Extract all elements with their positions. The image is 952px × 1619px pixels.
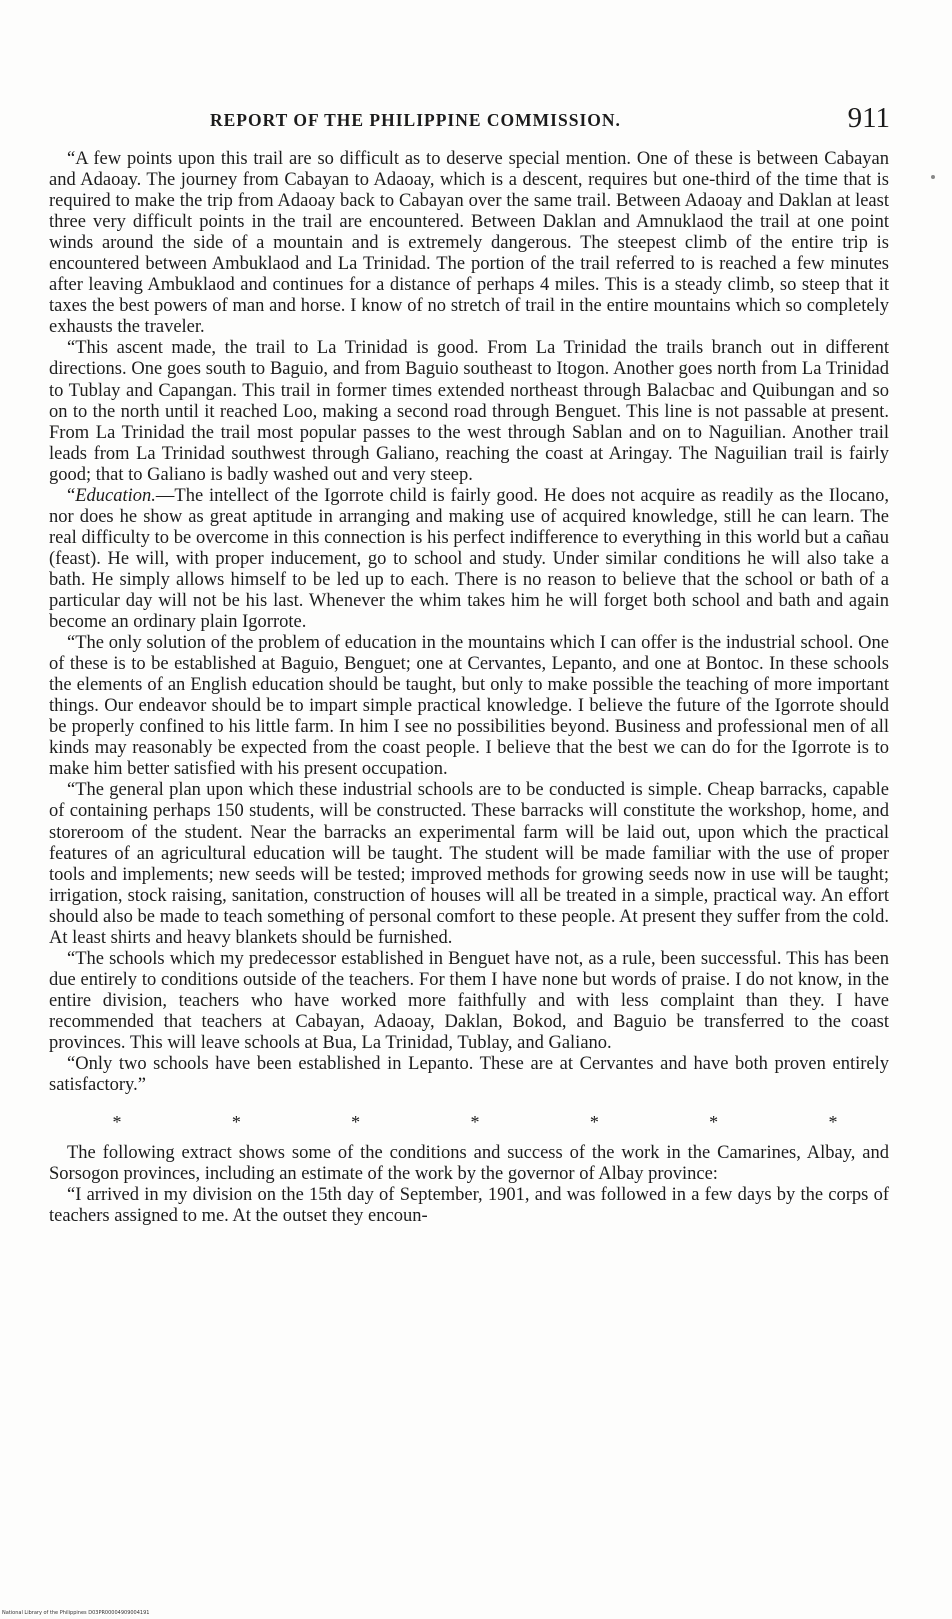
paragraph-lepanto-schools: “Only two schools have been established in Lepanto. These are at Cervantes and have both proven entirely satisfactory.” <box>49 1054 889 1096</box>
paragraph-trail-points: “A few points upon this trail are so difficult as to deserve special mention. One of these is between Cabayan and Adaoay. The journey from Cabayan to Adaoay, which is a descent, requires but one-third of the time that is required to make the trip from Adaoay back to Cabayan over the same trail. Between Adaoay and Daklan at least three very difficult points in the trail are encountered. Between Daklan and Amnuklaod the trail at one point winds around the side of a mountain and is extremely dangerous. The steepest climb of the entire trip is encountered between Ambuklaod and La Trinidad. The portion of the trail referred to is reached a few minutes after leaving Ambuklaod and continues for a distance of perhaps 4 miles. This is a steady climb, so steep that it taxes the best powers of man and horse. I know of no stretch of trail in the entire mountains which so completely exhausts the traveler. <box>49 149 889 338</box>
education-text: —The intellect of the Igorrote child is fairly good. He does not acquire as readily as the Ilocano, nor does he show as great aptitude in arranging and making use of acquired knowledge, still he can learn. The real difficulty to be overcome in this connection is his perfect indifference to everything in this world but a cañau (feast). He will, with proper inducement, go to school and study. Under similar conditions he will also take a bath. He simply allows himself to be led up to each. There is no reason to believe that the school or bath of a particular day will not be his last. Whenever the whim takes him he will forget both school and bath and again become an ordinary plain Igorrote. <box>49 485 889 633</box>
running-header <box>50 102 890 142</box>
paragraph-albay-arrival: “I arrived in my division on the 15th day of September, 1901, and was followed in a few days by the corps of teachers assigned to me. At the outset they encoun- <box>49 1185 889 1227</box>
scan-speck <box>931 175 935 179</box>
page-number: 911 <box>847 102 890 134</box>
star: * <box>589 1112 599 1133</box>
body-text <box>49 149 889 1227</box>
star: * <box>709 1112 719 1133</box>
header-title: REPORT OF THE PHILIPPINE COMMISSION. <box>210 110 621 130</box>
paragraph-general-plan: “The general plan upon which these industrial schools are to be conducted is simple. Cheap barracks, capable of containing perhaps 150 students, will be constructed. These barracks will constitute the workshop, home, and storeroom of the student. Near the barracks an experimental farm will be laid out, upon which the practical features of an agricultural education will be taught. The student will be made familiar with the use of proper tools and implements; new seeds will be tested; improved methods for growing seeds now in use will be taught; irrigation, stock raising, sanitation, construction of houses will all be treated in a simple, practical way. An effort should also be made to teach something of personal comfort to these people. At present they suffer from the cold. At least shirts and heavy blankets should be furnished. <box>49 780 889 948</box>
education-heading: Education. <box>75 485 156 506</box>
star: * <box>351 1112 361 1133</box>
star: * <box>231 1112 241 1133</box>
paragraph-trail-ascent: “This ascent made, the trail to La Trinidad is good. From La Trinidad the trails branch out in different directions. One goes south to Baguio, and from Baguio southeast to Itogon. Another goes north from La Trinidad to Tublay and Capangan. This trail in former times extended northeast through Balacbac and Quibungan and so on to the north until it reached Loo, making a second road through Benguet. This line is not passable at present. From La Trinidad the trail most popular passes to the west through Sablan and on to Naguilian. Another trail leads from La Trinidad southwest through Galiano, reaching the coast at Aringay. The Naguilian trail is fairly good; that to Galiano is badly washed out and very steep. <box>49 338 889 485</box>
paragraph-extract-intro: The following extract shows some of the conditions and success of the work in the Camarines, Albay, and Sorsogon provinces, including an estimate of the work by the governor of Albay province: <box>49 1143 889 1185</box>
star: * <box>112 1112 122 1133</box>
paragraph-industrial-school: “The only solution of the problem of education in the mountains which I can offer is the industrial school. One of these is to be established at Baguio, Benguet; one at Cervantes, Lepanto, and one at Bontoc. In these schools the elements of an English education should be taught, but only to make possible the teaching of more important things. Our endeavor should be to impart simple practical knowledge. I believe the future of the Igorrote should be properly confined to his little farm. In him I see no possibilities beyond. Business and professional men of all kinds may reasonably be expected from the coast people. I believe that the best we can do for the Igorrote is to make him better satisfied with his present occupation. <box>49 633 889 780</box>
star: * <box>470 1112 480 1133</box>
scan-footer: National Library of the Philippines D03PR00004909004191 <box>2 1610 150 1616</box>
paragraph-education: “Education.—The intellect of the Igorrote child is fairly good. He does not acquire as readily as the Ilocano, nor does he show as great aptitude in arranging and making use of acquired knowledge, still he can learn. The real difficulty to be overcome in this connection is his perfect indifference to everything in this world but a cañau (feast). He will, with proper inducement, go to school and study. Under similar conditions he will also take a bath. He simply allows himself to be led up to each. There is no reason to believe that the school or bath of a particular day will not be his last. Whenever the whim takes him he will forget both school and bath and again become an ordinary plain Igorrote. <box>49 485 889 633</box>
ellipsis-stars <box>49 1112 889 1133</box>
star: * <box>828 1112 838 1133</box>
paragraph-benguet-schools: “The schools which my predecessor established in Benguet have not, as a rule, been successful. This has been due entirely to conditions outside of the teachers. For them I have none but words of praise. I do not know, in the entire division, teachers who have worked more faithfully and with less complaint than they. I have recommended that teachers at Cabayan, Adaoay, Daklan, Bokod, and Baguio be transferred to the coast provinces. This will leave schools at Bua, La Trinidad, Tublay, and Galiano. <box>49 948 889 1053</box>
